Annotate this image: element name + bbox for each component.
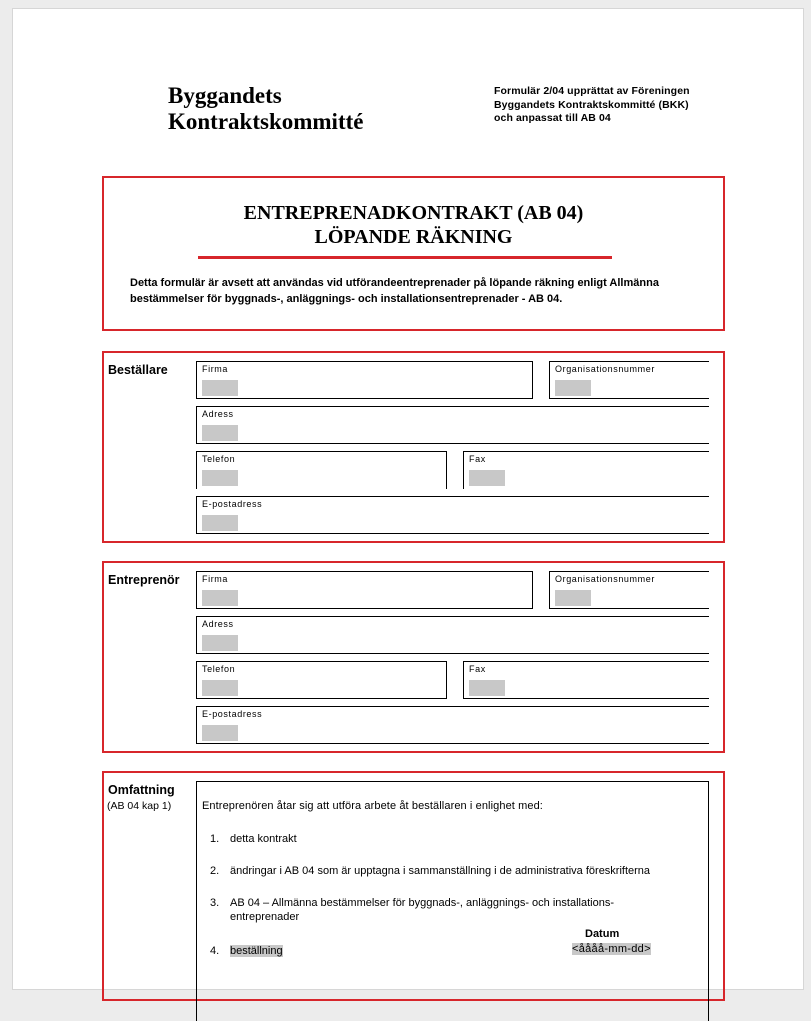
field-label: Organisationsnummer	[555, 364, 655, 374]
scope-lead: Entreprenören åtar sig att utföra arbete åt beställaren i enlighet med:	[202, 800, 543, 812]
field-label: Adress	[202, 409, 234, 419]
section-label: Beställare	[108, 363, 168, 377]
bestallare-fax-field[interactable]	[463, 451, 709, 489]
entreprenor-epost-field[interactable]	[196, 706, 709, 744]
field-input[interactable]	[555, 380, 591, 396]
bestallare-orgnr-field[interactable]	[549, 361, 709, 399]
section-label: Entreprenör	[108, 573, 180, 587]
entreprenor-section	[102, 561, 725, 753]
entreprenor-adress-field[interactable]	[196, 616, 709, 654]
field-input[interactable]	[202, 725, 238, 741]
section-label: Omfattning	[108, 783, 175, 797]
bestallare-firma-field[interactable]	[196, 361, 533, 399]
field-label: Firma	[202, 574, 228, 584]
intro-text: Detta formulär är avsett att användas vid utförandeentreprenader på löpande räkning enligt Allmänna bestämmelser för byggnads-, anläggnings- och installationsentreprenader - AB 04.	[130, 277, 659, 305]
field-label: Telefon	[202, 664, 236, 674]
field-input[interactable]	[202, 635, 238, 651]
bestallare-section	[102, 351, 725, 543]
datum-field[interactable]: <åååå-mm-dd>	[572, 943, 651, 955]
field-input[interactable]	[202, 680, 238, 696]
bestallare-telefon-field[interactable]	[196, 451, 447, 489]
datum-label: Datum	[585, 928, 620, 940]
field-input[interactable]	[469, 680, 505, 696]
entreprenor-telefon-field[interactable]	[196, 661, 447, 699]
bestallare-epost-field[interactable]	[196, 496, 709, 534]
entreprenor-orgnr-field[interactable]	[549, 571, 709, 609]
entreprenor-firma-field[interactable]	[196, 571, 533, 609]
field-label: Fax	[469, 454, 486, 464]
field-label: Organisationsnummer	[555, 574, 655, 584]
contract-title-box	[102, 176, 725, 331]
contract-title: ENTREPRENADKONTRAKT (AB 04) LÖPANDE RÄKNING	[243, 202, 584, 248]
field-input[interactable]	[202, 380, 238, 396]
field-input[interactable]	[555, 590, 591, 606]
document-page	[12, 8, 804, 990]
section-sublabel: (AB 04 kap 1)	[107, 800, 172, 812]
field-label: Telefon	[202, 454, 236, 464]
field-input[interactable]	[469, 470, 505, 486]
field-label: E-postadress	[202, 499, 263, 509]
title-underline	[198, 256, 612, 259]
field-input[interactable]	[202, 470, 238, 486]
form-note: Formulär 2/04 upprättat av Föreningen Byggandets Kontraktskommitté (BKK) och anpassat till AB 04	[494, 85, 690, 124]
organization-title: Byggandets Kontraktskommitté	[168, 83, 364, 134]
omfattning-section	[102, 771, 725, 1001]
field-label: Firma	[202, 364, 228, 374]
bestallare-adress-field[interactable]	[196, 406, 709, 444]
field-input[interactable]	[202, 515, 238, 531]
bestallning-field[interactable]: beställning	[230, 945, 283, 957]
field-label: Adress	[202, 619, 234, 629]
field-input[interactable]	[202, 590, 238, 606]
field-input[interactable]	[202, 425, 238, 441]
entreprenor-fax-field[interactable]	[463, 661, 709, 699]
scope-text-box: Entreprenören åtar sig att utföra arbete åt beställaren i enlighet med: 1. detta kontrakt 2. ändringar i AB 04 som är upptagna i sammanställning i de administrativa föreskrifterna 3. AB 04 – Allmänna bestämmelser för byggnads-, anläggnings- och installations- entreprenader Datum 4. beställning <åååå-mm-dd>	[196, 781, 709, 1021]
field-label: E-postadress	[202, 709, 263, 719]
field-label: Fax	[469, 664, 486, 674]
